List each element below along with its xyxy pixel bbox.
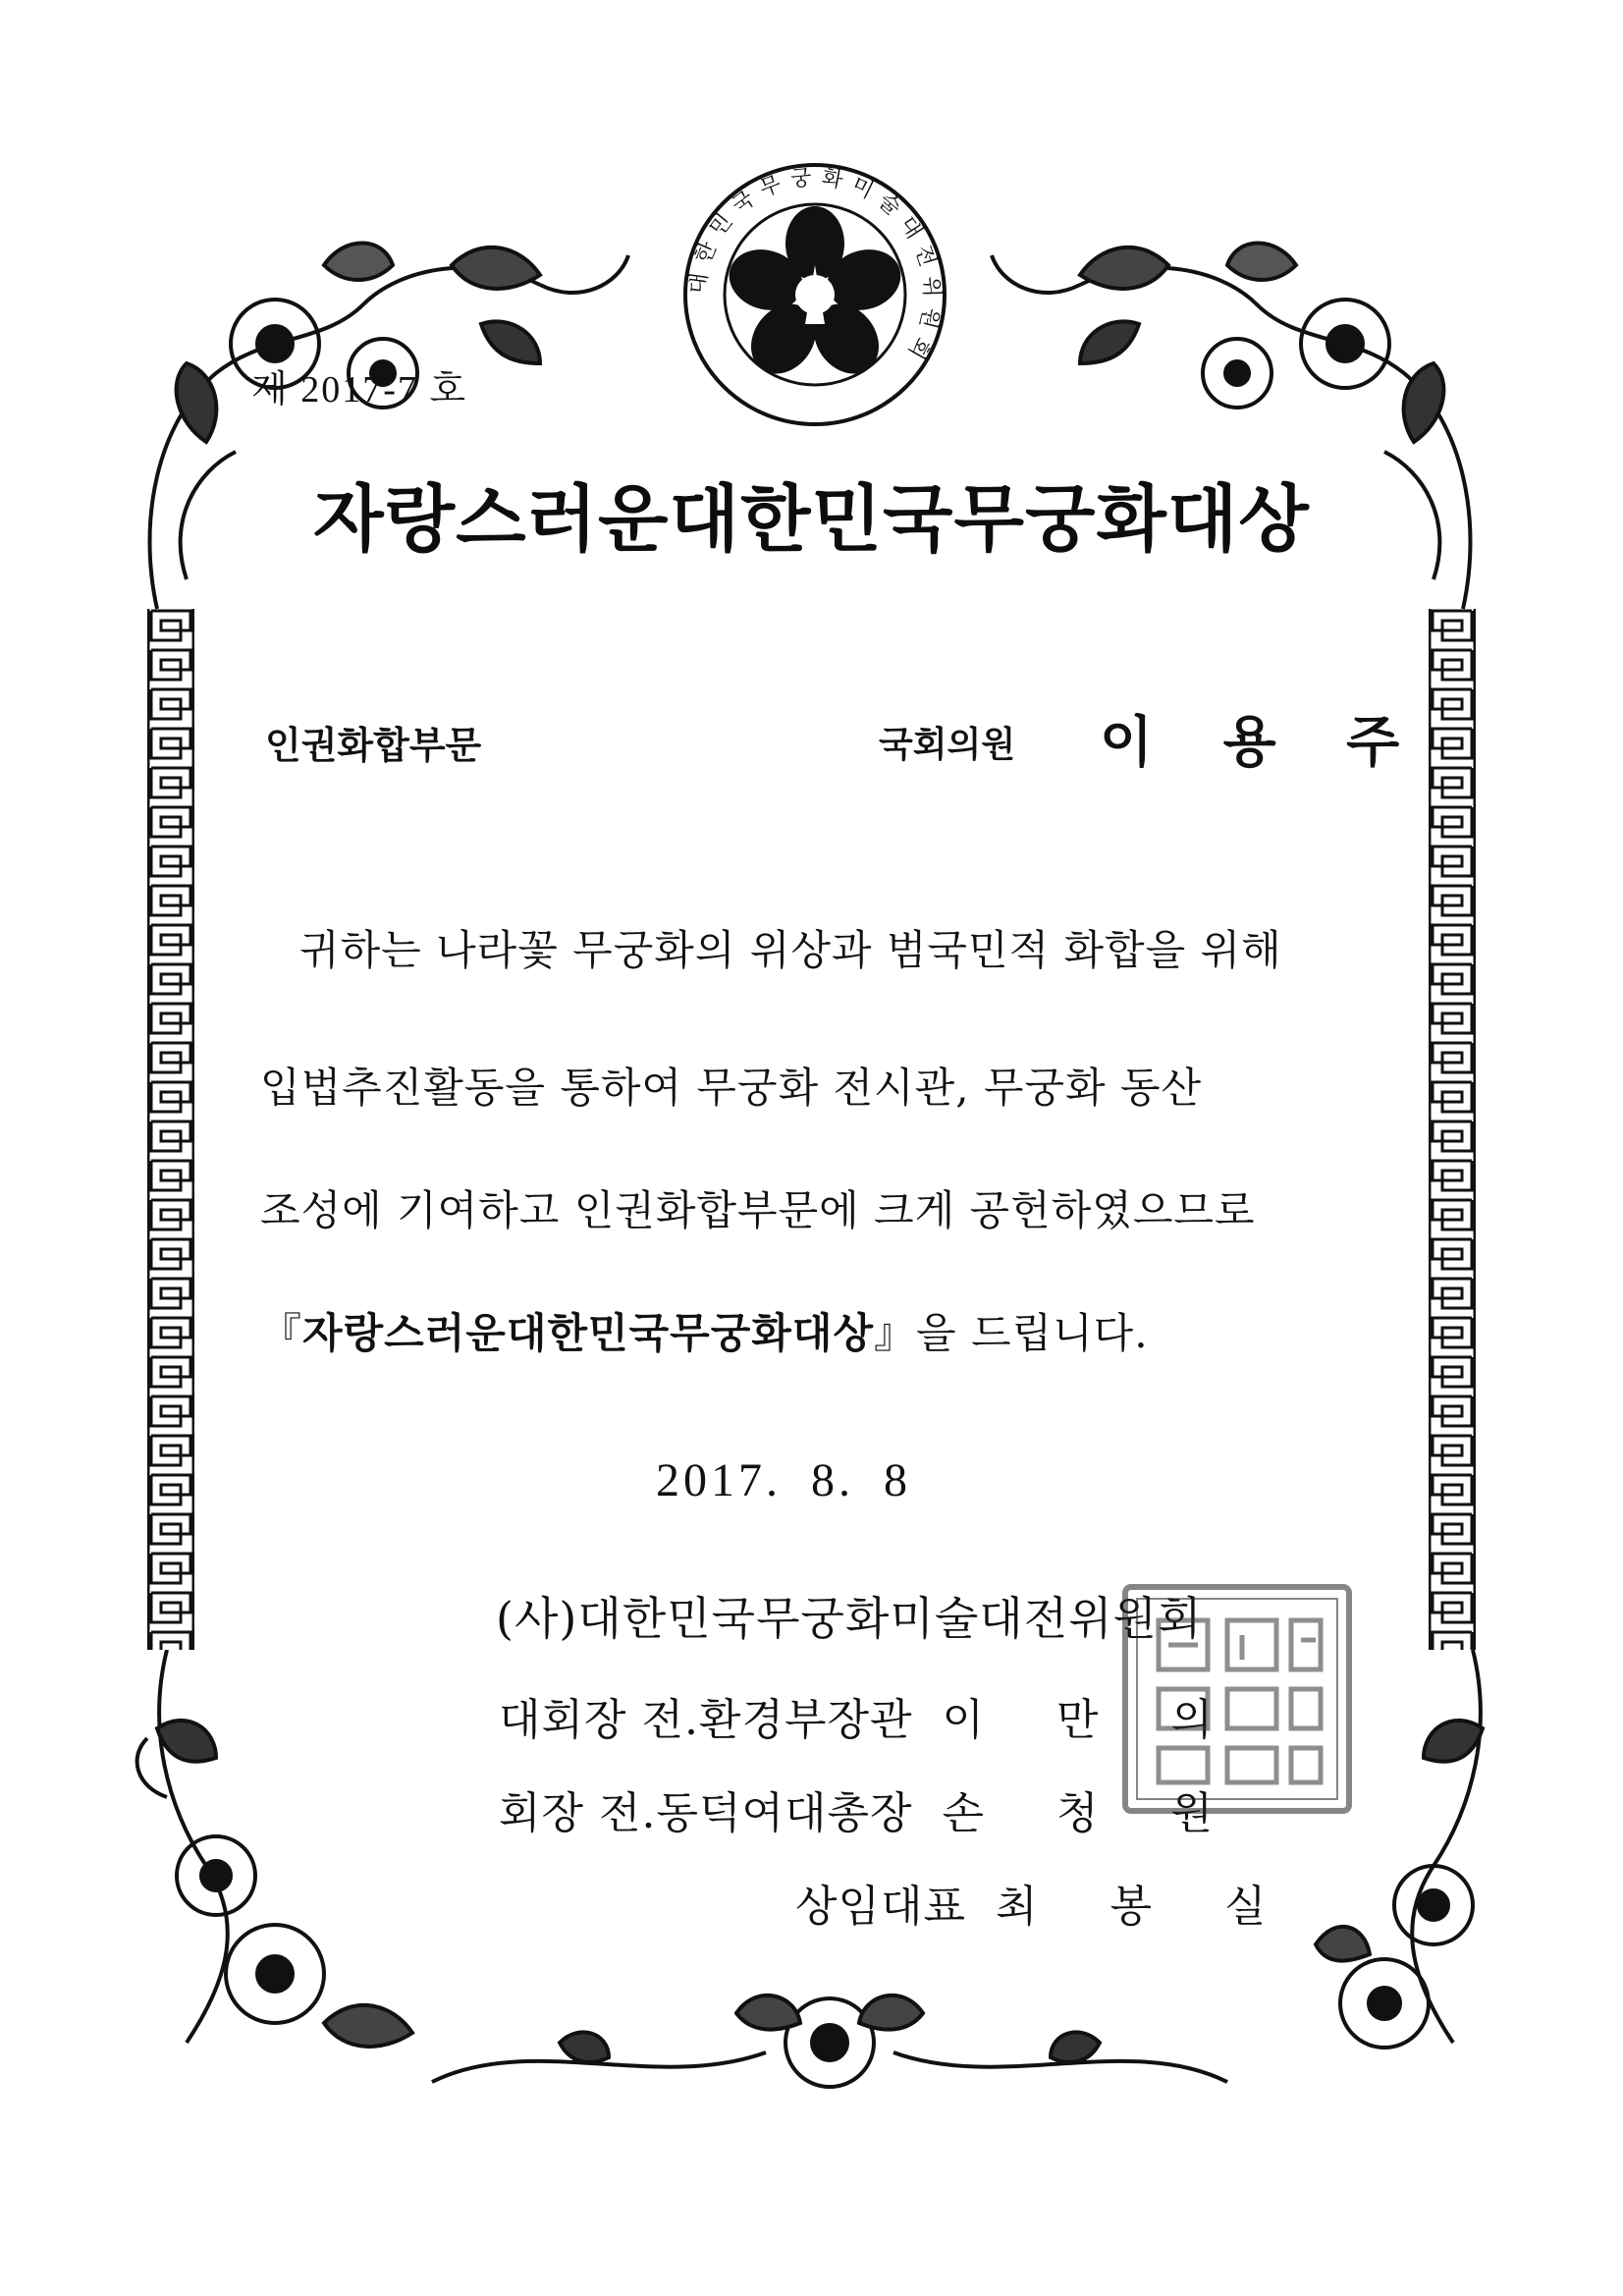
citation-line-1: 귀하는 나라꽃 무궁화의 위상과 범국민적 화합을 위해 — [299, 926, 1282, 974]
citation-line-2: 입법추진활동을 통하여 무궁화 전시관, 무궁화 동산 — [260, 1064, 1203, 1112]
greek-key-border-left — [147, 609, 194, 1650]
citation-close-text: 』을 드립니다. — [874, 1309, 1149, 1357]
chair-title: 회장 전.동덕여대총장 — [499, 1788, 913, 1838]
seal-ring-text: 대한민국무궁화미술대전위원회 — [685, 165, 945, 371]
issue-date: 2017. 8. 8 — [656, 1454, 911, 1506]
certificate-number: 제 2017-7 호 — [251, 369, 468, 410]
chair-name: 손 청 원 — [942, 1788, 1242, 1838]
floral-ornament-bottom-center-icon — [412, 1974, 1247, 2121]
greek-key-border-right — [1429, 609, 1476, 1650]
president-title: 대회장 전.환경부장관 — [499, 1695, 913, 1745]
certificate-title: 자랑스러운대한민국무궁화대상 — [313, 477, 1310, 562]
president-name: 이 만 의 — [942, 1695, 1242, 1745]
issuing-organization: (사)대한민국무궁화미술대전위원회 — [496, 1592, 1203, 1645]
award-category: 인권화합부문 — [265, 724, 482, 767]
citation-award-name: 자랑스러운대한민국무궁화대상 — [302, 1309, 875, 1357]
government-seal-icon — [677, 157, 952, 432]
citation-open-bracket: 『 — [260, 1309, 303, 1357]
representative-name: 최 봉 실 — [996, 1882, 1296, 1932]
citation-line-4 — [260, 1301, 1375, 1360]
official-stamp-icon — [1119, 1581, 1355, 1817]
signatory-representative — [795, 1871, 1295, 1934]
recipient-role: 국회의원 — [879, 725, 1016, 765]
floral-ornament-bottom-left-icon — [128, 1650, 442, 2062]
citation-line-3: 조성에 기여하고 인권화합부문에 크게 공헌하였으므로 — [260, 1186, 1256, 1234]
recipient-name: 이 용 주 — [1100, 711, 1426, 775]
representative-title: 상임대표 — [795, 1882, 967, 1932]
